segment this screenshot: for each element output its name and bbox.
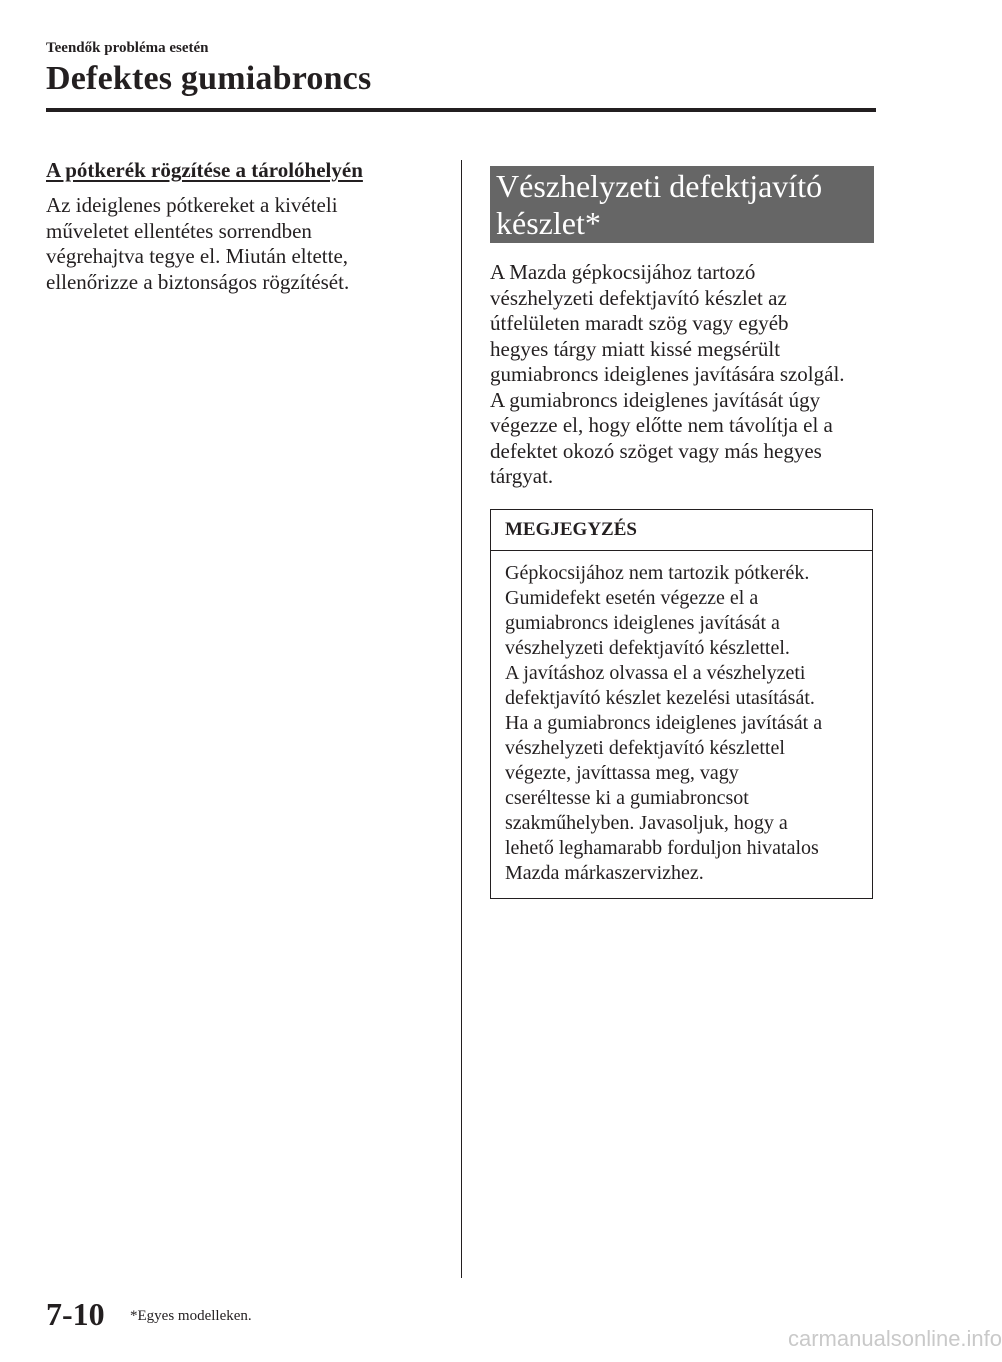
note-line: A javításhoz olvassa el a vészhelyzeti [505,662,806,684]
note-line: végezte, javíttassa meg, vagy [505,762,739,784]
left-column [46,158,446,295]
right-column [490,260,890,490]
banner-line: készlet* [496,205,601,241]
note-line: defektjavító készlet kezelési utasítását. [505,687,815,709]
breadcrumb: Teendők probléma esetén [46,40,209,56]
note-line: lehető leghamarabb forduljon hivatalos [505,837,819,859]
note-line: cseréltesse ki a gumiabroncsot [505,787,749,809]
footnote: *Egyes modelleken. [130,1308,252,1324]
text-line: defektet okozó szöget vagy más hegyes [490,438,822,463]
text-line: gumiabroncs ideiglenes javítására szolgál. [490,362,845,386]
note-line: Gumidefekt esetén végezze el a [505,587,759,609]
text-line: végezze el, hogy előtte nem távolítja el a [490,413,833,437]
text-line: műveletet ellentétes sorrendben [46,218,312,243]
note-body [491,551,872,886]
note-line: Mazda márkaszervizhez. [505,862,704,884]
section-banner-title [496,168,822,242]
banner-line: Vészhelyzeti defektjavító [496,168,823,204]
text-line: A gumiabroncs ideiglenes javítását úgy [490,387,821,412]
note-line: Ha a gumiabroncs ideiglenes javítását a [505,712,823,734]
section-banner [490,166,874,243]
left-body-text [46,193,446,295]
note-line: gumiabroncs ideiglenes javítását a [505,612,780,634]
page-title: Defektes gumiabroncs [46,60,372,97]
text-line: útfelületen maradt szög vagy egyéb [490,311,789,335]
section-heading-spare-wheel: A pótkerék rögzítése a tárolóhelyén [46,158,363,182]
note-line: szakműhelyben. Javasoljuk, hogy a [505,812,788,834]
note-line: Gépkocsijához nem tartozik pótkerék. [505,562,810,584]
text-line: ellenőrizze a biztonságos rögzítését. [46,269,350,294]
text-line: hegyes tárgy miatt kissé megsérült [490,336,781,361]
note-heading: MEGJEGYZÉS [491,510,872,551]
right-body-text [490,260,890,490]
page-number: 7-10 [46,1296,105,1332]
text-line: végrehajtva tegye el. Miután eltette, [46,244,349,268]
column-divider [461,160,462,1278]
watermark: carmanualsonline.info [788,1326,1002,1351]
note-box [490,509,873,899]
title-rule [46,108,876,112]
note-line: vészhelyzeti defektjavító készlettel [505,737,785,759]
text-line: Az ideiglenes pótkereket a kivételi [46,193,338,217]
note-line: vészhelyzeti defektjavító készlettel. [505,637,790,659]
text-line: A Mazda gépkocsijához tartozó [490,260,756,284]
text-line: tárgyat. [490,464,554,488]
text-line: vészhelyzeti defektjavító készlet az [490,285,787,310]
